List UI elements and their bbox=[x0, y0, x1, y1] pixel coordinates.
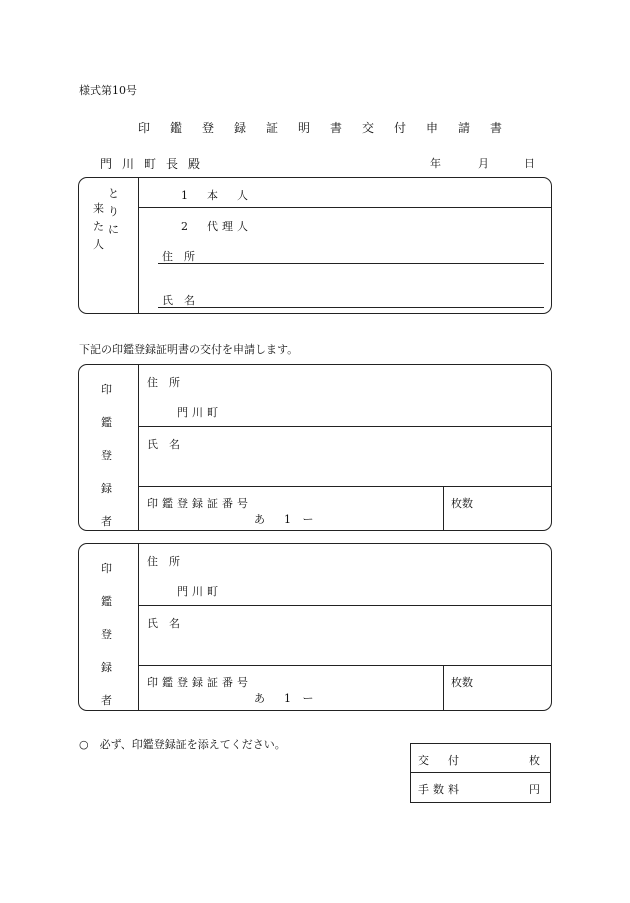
cert-number-label: 印鑑登録証番号 bbox=[147, 676, 252, 689]
date-year: 年 bbox=[430, 157, 441, 170]
applicant-address-label: 住 所 bbox=[162, 250, 195, 263]
addressee: 門川町長殿 bbox=[100, 157, 211, 171]
registrant-address-value: 門川町 bbox=[177, 585, 222, 598]
issue-label: 交 付 bbox=[418, 754, 463, 767]
form-number: 様式第10号 bbox=[79, 84, 137, 97]
cert-number-value: あ 1 ー bbox=[254, 692, 318, 705]
applicant-address-line[interactable] bbox=[158, 263, 544, 264]
cert-number-value: あ 1 ー bbox=[254, 513, 318, 526]
date-month: 月 bbox=[478, 157, 489, 170]
note: ○ 必ず、印鑑登録証を添えてください。 bbox=[79, 738, 286, 751]
fee-unit: 円 bbox=[529, 783, 540, 796]
registrant-side-label: 印 鑑 登 録 者 bbox=[101, 383, 112, 528]
registrant-name-label: 氏 名 bbox=[147, 617, 180, 630]
option-self: 1 本 人 bbox=[181, 189, 252, 202]
request-statement: 下記の印鑑登録証明書の交付を申請します。 bbox=[79, 343, 299, 356]
applicant-side-col2: と り に bbox=[108, 187, 119, 236]
applicant-side-col1: 来 た 人 bbox=[93, 202, 104, 251]
applicant-name-line[interactable] bbox=[158, 307, 544, 308]
copies-label: 枚数 bbox=[451, 676, 473, 689]
registrant-address-value: 門川町 bbox=[177, 406, 222, 419]
registrant-address-label: 住 所 bbox=[147, 555, 180, 568]
cert-number-label: 印鑑登録証番号 bbox=[147, 497, 252, 510]
issue-unit: 枚 bbox=[529, 754, 540, 767]
applicant-name-label: 氏 名 bbox=[162, 294, 195, 307]
page-title: 印鑑登録証明書交付申請書 bbox=[138, 121, 523, 135]
fee-label: 手数料 bbox=[418, 783, 463, 796]
applicant-box bbox=[78, 177, 552, 314]
option-agent: 2 代理人 bbox=[181, 220, 252, 233]
registrant-side-label: 印 鑑 登 録 者 bbox=[101, 562, 112, 707]
registrant-address-label: 住 所 bbox=[147, 376, 180, 389]
copies-label: 枚数 bbox=[451, 497, 473, 510]
date-day: 日 bbox=[524, 157, 535, 170]
registrant-name-label: 氏 名 bbox=[147, 438, 180, 451]
